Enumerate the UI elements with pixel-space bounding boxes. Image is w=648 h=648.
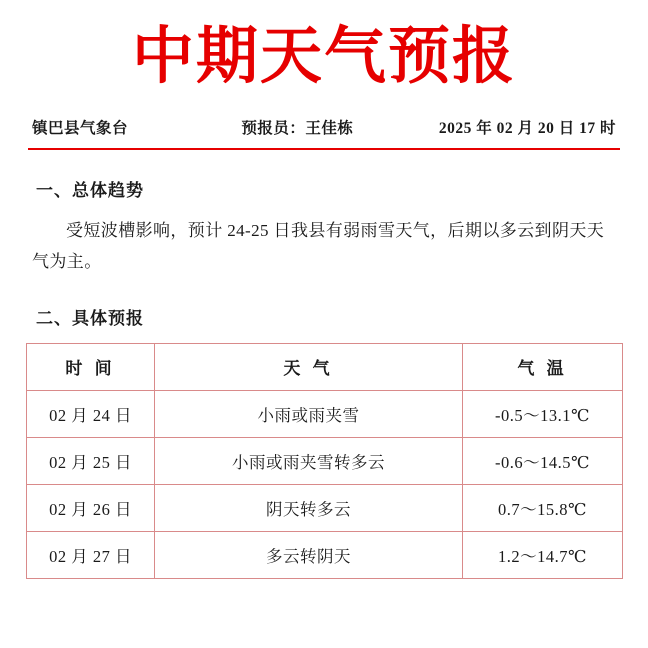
table-row	[27, 437, 623, 484]
cell-time: 02 月 26 日	[27, 484, 155, 531]
document-meta	[26, 94, 622, 148]
cell-weather: 小雨或雨夹雪	[155, 390, 463, 437]
cell-temperature: 1.2～14.7℃	[463, 531, 623, 578]
forecaster-name: 预报员：王佳栋	[241, 120, 354, 137]
cell-temperature: -0.6～14.5℃	[463, 437, 623, 484]
cell-temperature: -0.5～13.1℃	[463, 390, 623, 437]
cell-time: 02 月 24 日	[27, 390, 155, 437]
cell-weather: 多云转阴天	[155, 531, 463, 578]
section-heading-overview: 一、总体趋势	[36, 181, 144, 200]
column-header-time: 时 间	[27, 343, 155, 390]
cell-weather: 小雨或雨夹雪转多云	[155, 437, 463, 484]
overview-paragraph: 受短波槽影响，预计 24-25 日我县有弱雨雪天气，后期以多云到阴天天气为主。	[32, 221, 605, 272]
header-divider	[28, 148, 620, 150]
cell-temperature: 0.7～15.8℃	[463, 484, 623, 531]
issue-time: 2025 年 02 月 20 日 17 时	[438, 120, 616, 137]
cell-time: 02 月 25 日	[27, 437, 155, 484]
cell-weather: 阴天转多云	[155, 484, 463, 531]
table-row	[27, 531, 623, 578]
section-heading-detail: 二、具体预报	[36, 308, 144, 328]
table-row	[27, 390, 623, 437]
cell-time: 02 月 27 日	[27, 531, 155, 578]
issuing-office: 镇巴县气象台	[32, 120, 129, 137]
page-title: 中期天气预报	[131, 22, 516, 91]
table-row	[27, 484, 623, 531]
forecast-table	[26, 343, 623, 579]
column-header-temperature: 气 温	[463, 343, 623, 390]
table-header-row	[27, 343, 623, 390]
column-header-weather: 天 气	[155, 343, 463, 390]
